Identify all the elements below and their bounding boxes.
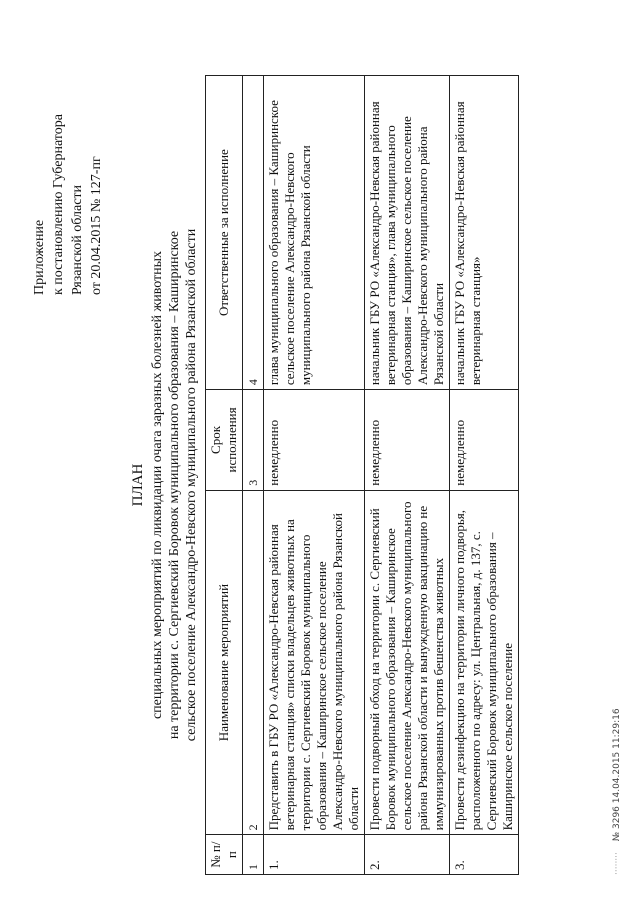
appendix-line: Рязанской области bbox=[70, 184, 85, 295]
row-responsible: глава муниципального образования – Каширинское сельское поселение Александро-Невского муниципального района Рязанской области bbox=[264, 76, 365, 390]
stamp-faint-mark: ········ bbox=[612, 852, 622, 875]
row-number: 1. bbox=[264, 835, 365, 875]
column-number-row bbox=[243, 76, 264, 875]
table-row bbox=[450, 76, 519, 875]
header-number: № п/п bbox=[206, 835, 243, 875]
header-deadline: Срок исполнения bbox=[206, 390, 243, 491]
document-title bbox=[130, 185, 200, 785]
title-line: сельское поселение Александро-Невского муниципального района Рязанской области bbox=[184, 228, 199, 742]
row-number: 2. bbox=[365, 835, 450, 875]
row-measure: Провести подворный обход на территории с. Сергиевский Боровок муниципального образования – Каширинское сельское поселение Александро-Невского муниципального района Рязанской области и вынужденную вакцинацию не иммунизированных против бешенства животных bbox=[365, 490, 450, 835]
appendix-line: к постановлению Губернатора bbox=[51, 114, 66, 295]
title-line: специальных мероприятий по ликвидации очага заразных болезней животных bbox=[150, 250, 165, 720]
column-number: 3 bbox=[243, 390, 264, 491]
row-number: 3. bbox=[450, 835, 519, 875]
column-number: 1 bbox=[243, 835, 264, 875]
registration-stamp bbox=[612, 708, 622, 875]
row-deadline: немедленно bbox=[450, 390, 519, 491]
row-measure: Представить в ГБУ РО «Александро-Невская районная ветеринарная станция» списки владельцев животных на территории с. Сергиевский Боровок муниципального образования – Каширинское сельское поселение Александро-Невского муниципального района Рязанской области bbox=[264, 490, 365, 835]
row-responsible: начальник ГБУ РО «Александро-Невская районная ветеринарная станция», глава муниципального образования – Каширинское сельское поселение Александро-Невского муниципального района Рязанской области bbox=[365, 76, 450, 390]
appendix-header bbox=[30, 35, 106, 295]
column-number: 2 bbox=[243, 490, 264, 835]
row-measure: Провести дезинфекцию на территории личного подворья, расположенного по адресу: ул. Центральная, д. 137, с. Сергиевский Боровок муниципального образования – Каширинское сельское поселение bbox=[450, 490, 519, 835]
stamp-text: № 3296 14.04.2015 11:29:16 bbox=[612, 708, 622, 842]
appendix-line: Приложение bbox=[32, 219, 47, 295]
measures-table bbox=[205, 75, 519, 875]
plan-heading: ПЛАН bbox=[130, 463, 146, 507]
appendix-line: от 20.04.2015 № 127-пг bbox=[89, 156, 104, 295]
row-responsible: начальник ГБУ РО «Александро-Невская районная ветеринарная станция» bbox=[450, 76, 519, 390]
header-responsible: Ответственные за исполнение bbox=[206, 76, 243, 390]
column-number: 4 bbox=[243, 76, 264, 390]
row-deadline: немедленно bbox=[365, 390, 450, 491]
title-line: на территории с. Сергиевский Боровок муниципального образования – Каширинское bbox=[167, 230, 182, 740]
table-header-row bbox=[206, 76, 243, 875]
table-row bbox=[365, 76, 450, 875]
row-deadline: немедленно bbox=[264, 390, 365, 491]
table-row bbox=[264, 76, 365, 875]
header-measure-name: Наименование мероприятий bbox=[206, 490, 243, 835]
